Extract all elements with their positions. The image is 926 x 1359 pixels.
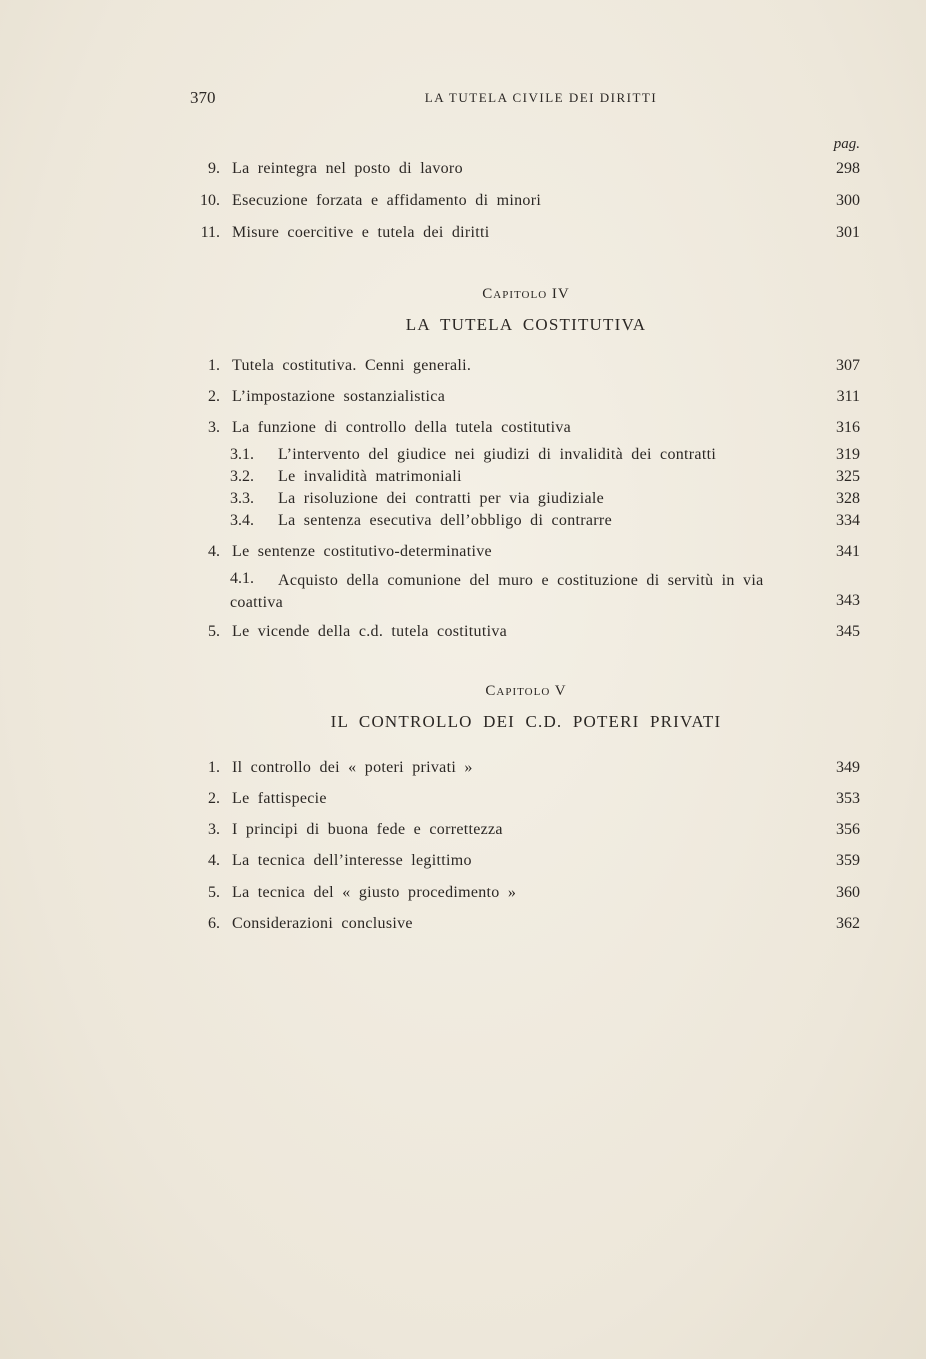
entry-title: Considerazioni conclusive: [232, 915, 413, 932]
entry-page: 316: [836, 419, 860, 436]
entry-title: Le fattispecie: [232, 790, 327, 807]
entry-number: 4.: [208, 852, 220, 869]
entry-title: [230, 570, 786, 614]
entry-page: 345: [836, 623, 860, 640]
entry-title: La tecnica del « giusto procedimento »: [232, 884, 517, 901]
toc-subentry: [190, 468, 862, 490]
entry-number: 3.4.: [230, 512, 254, 529]
toc-subentry: [190, 446, 862, 468]
toc-entry: [190, 192, 862, 214]
entry-title: La funzione di controllo della tutela costitutiva: [232, 419, 572, 436]
entry-title: Le vicende della c.d. tutela costitutiva: [232, 623, 508, 640]
toc-entry: [190, 852, 862, 874]
toc-entry: [190, 790, 862, 812]
toc-entry: [190, 224, 862, 246]
entry-title: La reintegra nel posto di lavoro: [232, 160, 463, 177]
entry-page: 298: [836, 160, 860, 177]
entry-number: 1.: [208, 759, 220, 776]
toc-entry: [190, 915, 862, 937]
entry-number: 4.1.: [230, 570, 254, 587]
toc-entry: [190, 759, 862, 781]
entry-page: 319: [836, 446, 860, 463]
toc-entry: [190, 884, 862, 906]
entry-number: 9.: [208, 160, 220, 177]
entry-number: 3.3.: [230, 490, 254, 507]
entry-title: Esecuzione forzata e affidamento di minori: [232, 192, 542, 209]
entry-page: 360: [836, 884, 860, 901]
entry-number: 5.: [208, 623, 220, 640]
entry-title: La risoluzione dei contratti per via giudiziale: [278, 490, 604, 507]
entry-page: 353: [836, 790, 860, 807]
entry-title: Tutela costitutiva. Cenni generali.: [232, 357, 472, 374]
toc-entry: [190, 419, 862, 441]
entry-title: Il controllo dei « poteri privati »: [232, 759, 473, 776]
toc-subentry: [190, 570, 862, 616]
entry-title: Misure coercitive e tutela dei diritti: [232, 224, 490, 241]
chapter-label: Capitolo IV: [482, 286, 570, 302]
entry-number: 5.: [208, 884, 220, 901]
entry-number: 6.: [208, 915, 220, 932]
entry-page: 307: [836, 357, 860, 374]
entry-page: 341: [836, 543, 860, 560]
entry-title: L’impostazione sostanzialistica: [232, 388, 446, 405]
chapter-title: LA TUTELA COSTITUTIVA: [405, 315, 647, 334]
entry-page: 359: [836, 852, 860, 869]
entry-page: 349: [836, 759, 860, 776]
entry-number: 3.2.: [230, 468, 254, 485]
entry-page: 328: [836, 490, 860, 507]
entry-page: 325: [836, 468, 860, 485]
toc-entry: [190, 388, 862, 410]
entry-page: 311: [836, 388, 860, 405]
toc-entry: [190, 623, 862, 645]
entry-title: Le invalidità matrimoniali: [278, 468, 462, 485]
entry-number: 3.: [208, 419, 220, 436]
entry-title: I principi di buona fede e correttezza: [232, 821, 503, 838]
entry-number: 1.: [208, 357, 220, 374]
entry-number: 3.: [208, 821, 220, 838]
entry-title: La tecnica dell’interesse legittimo: [232, 852, 472, 869]
page-number: 370: [190, 88, 216, 107]
entry-page: 343: [836, 592, 860, 609]
chapter-label: Capitolo V: [485, 683, 567, 699]
entry-title-text: Acquisto della comunione del muro e costituzione di servitù in via coattiva: [230, 572, 764, 611]
toc-subentry: [190, 512, 862, 534]
entry-title: La sentenza esecutiva dell’obbligo di contrarre: [278, 512, 612, 529]
entry-number: 11.: [200, 224, 220, 241]
entry-page: 301: [836, 224, 860, 241]
page-header: [190, 88, 862, 112]
entry-page: 334: [836, 512, 860, 529]
toc-entry: [190, 357, 862, 379]
chapter-title: IL CONTROLLO DEI C.D. POTERI PRIVATI: [330, 712, 722, 731]
entry-number: 10.: [200, 192, 220, 209]
running-title: LA TUTELA CIVILE DEI DIRITTI: [424, 90, 658, 105]
entry-title: Le sentenze costitutivo-determinative: [232, 543, 492, 560]
entry-number: 2.: [208, 790, 220, 807]
entry-number: 2.: [208, 388, 220, 405]
toc-entry: [190, 543, 862, 565]
entry-page: 356: [836, 821, 860, 838]
entry-page: 300: [836, 192, 860, 209]
toc-entry: [190, 160, 862, 182]
toc-entry: [190, 821, 862, 843]
toc-subentry: [190, 490, 862, 512]
entry-number: 4.: [208, 543, 220, 560]
entry-page: 362: [836, 915, 860, 932]
page-column-label: pag.: [833, 136, 860, 152]
entry-number: 3.1.: [230, 446, 254, 463]
entry-title: L’intervento del giudice nei giudizi di invalidità dei contratti: [278, 446, 717, 463]
